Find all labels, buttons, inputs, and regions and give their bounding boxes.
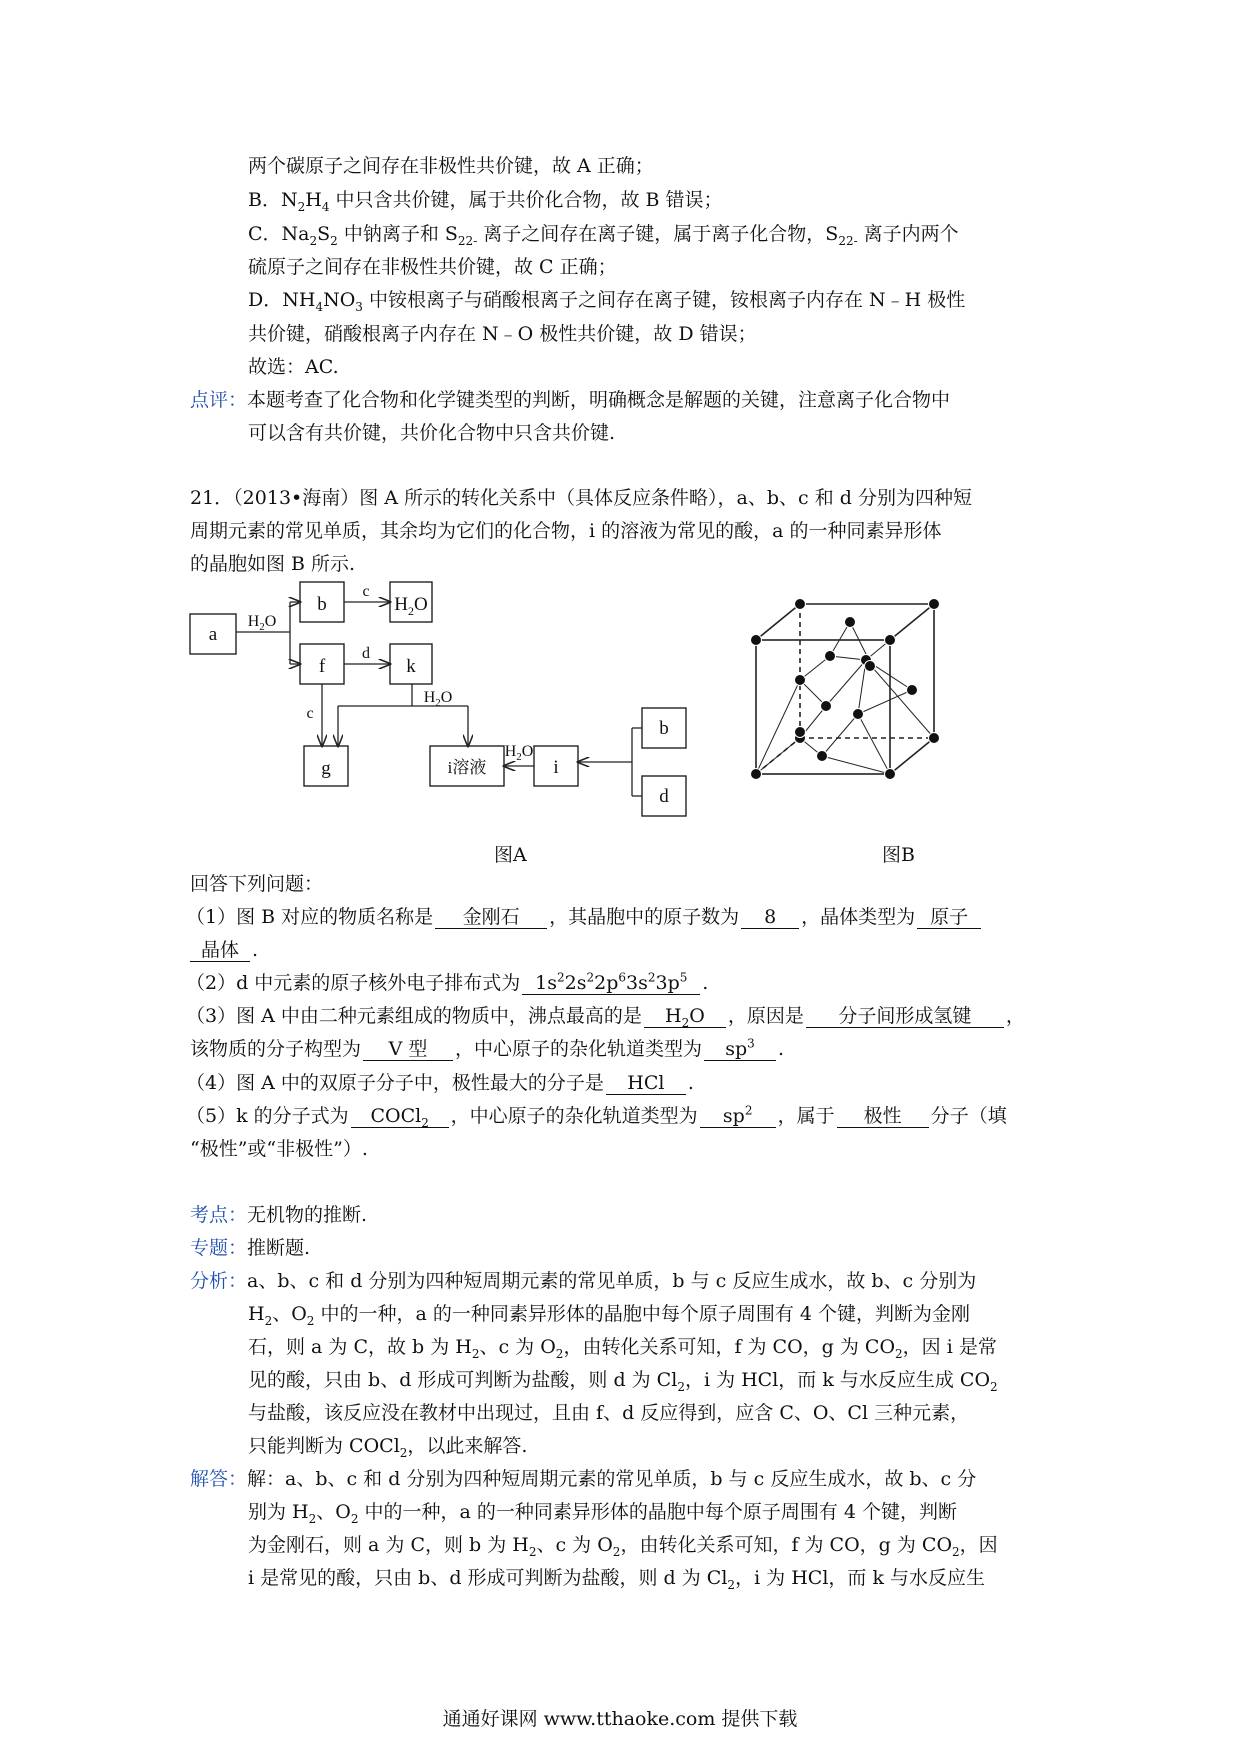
- label-h2o-a: $H_2O$: [247, 613, 277, 633]
- prev-option-b: B．$N_2H_4$ 中只含共价键，属于共价化合物，故 B 错误；: [248, 189, 723, 214]
- node-i-solution: i溶液: [447, 758, 487, 777]
- jieda-tag: 解答：: [190, 1468, 248, 1490]
- answer-3-blank-2: 分子间形成氢键: [806, 1006, 1004, 1028]
- answer-5-blank-2: $sp^2$: [700, 1106, 776, 1128]
- prev-option-c: C．$Na_2S_2$ 中钠离子和 $S_{22-}$ 离子之间存在离子键，属于离子化合物，$S_{22-}$ 离子内两个: [248, 223, 959, 248]
- fenxi-line-2: $H_2$、$O_2$ 中的一种，a 的一种同素异形体的晶胞中每个原子周围有 4 个键，判断为金刚: [248, 1303, 971, 1328]
- prev-option-d: D．$NH_4NO_3$ 中铵根离子与硝酸根离子之间存在离子键，铵根离子内存在 N﹣H 极性: [248, 289, 966, 314]
- node-g: g: [321, 758, 331, 779]
- q21-stem-line-1: 21．（2013•海南）图 A 所示的转化关系中（具体反应条件略），a、b、c 和 d 分别为四种短: [190, 487, 972, 509]
- answer-5: （5）k 的分子式为 COCl$_2$ ，中心原子的杂化轨道类型为 $sp^2$ ，属于 极性 分子（填: [186, 1103, 1007, 1130]
- fenxi-line-4: 见的酸，只由 b、d 形成可判断为盐酸，则 d 为 $Cl_2$，i 为 HCl，而 k 与水反应生成 $CO_2$: [248, 1369, 998, 1394]
- label-h2o-i: $H_2O$: [504, 743, 534, 763]
- answer-2-blank: $1s^22s^22p^63s^23p^5$: [522, 973, 700, 995]
- answer-4: （4）图 A 中的双原子分子中，极性最大的分子是 HCl .: [186, 1072, 694, 1094]
- answer-1: （1）图 B 对应的物质名称是 金刚石 ，其晶胞中的原子数为 8 ，晶体类型为 原子: [186, 905, 983, 929]
- label-d: d: [362, 645, 370, 662]
- figure-a-caption: 图A: [494, 844, 527, 866]
- comment-tag: 点评：: [190, 389, 248, 411]
- kaodian: 考点：无机物的推断.: [190, 1204, 368, 1226]
- node-i: i: [553, 757, 559, 778]
- answer-4-blank: HCl: [606, 1073, 686, 1095]
- node-h2o: $H_2O$: [394, 594, 428, 618]
- zhuanti: 专题：推断题.: [190, 1237, 311, 1259]
- answer-intro: 回答下列问题：: [190, 873, 324, 895]
- label-h2o-k: $H_2O$: [423, 689, 453, 709]
- fenxi-line-3: 石，则 a 为 C，故 b 为 $H_2$、c 为 $O_2$，由转化关系可知，f 为 CO，g 为 $CO_2$，因 i 是常: [248, 1336, 997, 1361]
- answer-3-blank-4: $sp^3$: [704, 1039, 776, 1061]
- q21-stem-line-3: 的晶胞如图 B 所示.: [190, 553, 356, 575]
- figure-b-unit-cell: [738, 584, 958, 794]
- q21-stem-line-2: 周期元素的常见单质，其余均为它们的化合物，i 的溶液为常见的酸，a 的一种同素异形体: [190, 520, 942, 542]
- node-d-2: d: [659, 786, 669, 807]
- answer-1-blank-1: 金刚石: [435, 907, 547, 929]
- node-a: a: [208, 624, 218, 645]
- jieda-line-3: 为金刚石，则 a 为 C，则 b 为 $H_2$、c 为 $O_2$，由转化关系可知，f 为 CO，g 为 $CO_2$，因: [248, 1534, 998, 1559]
- fenxi-tag: 分析：: [190, 1270, 248, 1292]
- label-c-1: c: [362, 583, 370, 600]
- node-b: b: [317, 594, 327, 615]
- fenxi-line-6: 只能判断为 COCl$_2$，以此来解答.: [248, 1435, 528, 1460]
- page-footer: 通通好课网 www.tthaoke.com 提供下载: [442, 1708, 798, 1730]
- answer-1-blank-3-cont: 晶体: [190, 940, 250, 962]
- answer-3-blank-1: $H_2O$: [644, 1006, 726, 1028]
- zhuanti-tag: 专题：: [190, 1237, 248, 1259]
- jieda-line-2: 别为 $H_2$、$O_2$ 中的一种，a 的一种同素异形体的晶胞中每个原子周围有 4 个键，判断: [248, 1501, 958, 1526]
- answer-1-blank-2: 8: [741, 907, 799, 929]
- jieda: 解答：解：a、b、c 和 d 分别为四种短周期元素的常见单质，b 与 c 反应生成水，故 b、c 分: [190, 1468, 977, 1490]
- node-k: k: [406, 656, 416, 677]
- answer-3-line-2: 该物质的分子构型为 V 型 ，中心原子的杂化轨道类型为 $sp^3$ .: [190, 1036, 785, 1060]
- fenxi-line-5: 与盐酸，该反应没在教材中出现过，且由 f、d 反应得到，应含 C、O、Cl 三种元素，: [248, 1402, 970, 1424]
- answer-3: （3）图 A 中由二种元素组成的物质中，沸点最高的是 $H_2O$ ，原因是 分子间形成氢键 ，: [186, 1005, 1025, 1030]
- prev-option-c-line-2: 硫原子之间存在非极性共价键，故 C 正确；: [248, 256, 617, 278]
- answer-5-blank-1: COCl$_2$: [351, 1106, 449, 1128]
- kaodian-tag: 考点：: [190, 1204, 248, 1226]
- prev-line-1: 两个碳原子之间存在非极性共价键，故 A 正确；: [248, 155, 654, 177]
- jieda-line-4: i 是常见的酸，只由 b、d 形成可判断为盐酸，则 d 为 $Cl_2$，i 为 HCl，而 k 与水反应生: [248, 1567, 985, 1592]
- figure-a-diagram: [186, 570, 726, 840]
- figure-b-caption: 图B: [882, 844, 915, 866]
- node-b-2: b: [659, 718, 669, 739]
- answer-1-line-2: 晶体 .: [188, 938, 258, 962]
- prev-choose: 故选：AC.: [248, 356, 339, 378]
- answer-1-blank-3: 原子: [917, 907, 981, 929]
- label-c-2: c: [306, 705, 314, 722]
- answer-2: （2）d 中元素的原子核外电子排布式为 $1s^22s^22p^63s^23p^5$ .: [186, 970, 709, 994]
- answer-5-blank-3: 极性: [837, 1106, 929, 1128]
- answer-3-blank-3: V 型: [363, 1039, 453, 1061]
- answer-5-line-2: “极性”或“非极性”）.: [190, 1138, 368, 1160]
- prev-option-d-line-2: 共价键，硝酸根离子内存在 N﹣O 极性共价键，故 D 错误；: [248, 323, 757, 345]
- prev-comment: 点评：本题考查了化合物和化学键类型的判断，明确概念是解题的关键，注意离子化合物中: [190, 389, 951, 411]
- fenxi: 分析：a、b、c 和 d 分别为四种短周期元素的常见单质，b 与 c 反应生成水，故 b、c 分别为: [190, 1270, 977, 1292]
- node-f: f: [318, 656, 326, 677]
- prev-comment-line-2: 可以含有共价键，共价化合物中只含共价键.: [248, 422, 616, 444]
